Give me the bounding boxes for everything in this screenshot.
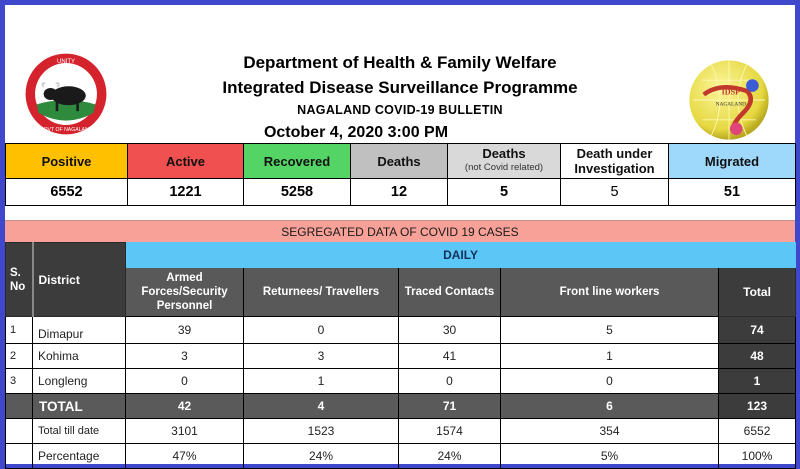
till-date-armed: 3101 bbox=[126, 419, 244, 444]
total-row-total: 123 bbox=[719, 394, 796, 419]
row-frontline: 0 bbox=[501, 369, 719, 394]
deaths-not-covid-sublabel: (not Covid related) bbox=[464, 162, 544, 173]
summary-table bbox=[5, 143, 796, 206]
row-traced: 41 bbox=[399, 344, 501, 369]
death-under-investigation-value: 5 bbox=[561, 179, 669, 206]
armed-forces-header: Armed Forces/Security Personnel bbox=[126, 268, 244, 317]
department-title: Department of Health & Family Welfare bbox=[243, 53, 557, 72]
row-sno: 3 bbox=[6, 369, 33, 394]
total-row-armed: 42 bbox=[126, 394, 244, 419]
row-frontline: 1 bbox=[501, 344, 719, 369]
positive-value: 6552 bbox=[6, 179, 128, 206]
row-district: Dimapur bbox=[33, 317, 126, 344]
row-frontline: 5 bbox=[501, 317, 719, 344]
summary-header-row bbox=[6, 144, 796, 179]
recovered-header: Recovered bbox=[244, 144, 351, 179]
bulletin-title: NAGALAND COVID-19 BULLETIN bbox=[297, 103, 503, 117]
till-date-traced: 1574 bbox=[399, 419, 501, 444]
bulletin-date: October 4, 2020 3:00 PM bbox=[263, 124, 449, 141]
row-returnees: 0 bbox=[244, 317, 399, 344]
svg-text:NAGALAND: NAGALAND bbox=[715, 101, 747, 108]
svg-text:UNITY: UNITY bbox=[56, 59, 76, 66]
percentage-returnees: 24% bbox=[244, 444, 399, 469]
deaths-not-covid-label: Deaths bbox=[482, 146, 526, 161]
row-armed: 0 bbox=[126, 369, 244, 394]
death-label-bold: Death bbox=[576, 146, 613, 161]
deaths-value: 12 bbox=[351, 179, 448, 206]
row-sno: 1 bbox=[6, 317, 33, 344]
percentage-traced: 24% bbox=[399, 444, 501, 469]
returnees-header: Returnees/ Travellers bbox=[244, 268, 399, 317]
active-value: 1221 bbox=[128, 179, 244, 206]
total-row-traced: 71 bbox=[399, 394, 501, 419]
row-returnees: 1 bbox=[244, 369, 399, 394]
percentage-row bbox=[6, 444, 796, 469]
row-returnees: 3 bbox=[244, 344, 399, 369]
segregated-data-title: SEGREGATED DATA OF COVID 19 CASES bbox=[5, 220, 795, 243]
table-row bbox=[6, 344, 796, 369]
front-line-workers-header: Front line workers bbox=[501, 268, 719, 317]
death-under-investigation-header bbox=[561, 144, 669, 179]
row-district: Longleng bbox=[33, 369, 126, 394]
row-district: Kohima bbox=[33, 344, 126, 369]
daily-band-row bbox=[6, 243, 796, 268]
active-header: Active bbox=[128, 144, 244, 179]
bulletin-sheet bbox=[5, 5, 795, 464]
total-row bbox=[6, 394, 796, 419]
total-row-sno bbox=[6, 394, 33, 419]
total-row-frontline: 6 bbox=[501, 394, 719, 419]
deaths-not-covid-header bbox=[448, 144, 561, 179]
table-row bbox=[6, 317, 796, 344]
percentage-total: 100% bbox=[719, 444, 796, 469]
table-row bbox=[6, 369, 796, 394]
death-label-rest: under bbox=[612, 146, 653, 161]
segregated-data-table bbox=[5, 242, 796, 469]
row-traced: 30 bbox=[399, 317, 501, 344]
row-sno: 2 bbox=[6, 344, 33, 369]
total-header: Total bbox=[719, 268, 796, 317]
programme-title: Integrated Disease Surveillance Programme bbox=[222, 78, 578, 97]
summary-value-row bbox=[6, 179, 796, 206]
migrated-header: Migrated bbox=[669, 144, 796, 179]
row-total: 74 bbox=[719, 317, 796, 344]
svg-text:IDSP: IDSP bbox=[721, 87, 741, 97]
traced-contacts-header: Traced Contacts bbox=[399, 268, 501, 317]
positive-header: Positive bbox=[6, 144, 128, 179]
deaths-not-covid-value: 5 bbox=[448, 179, 561, 206]
deaths-header: Deaths bbox=[351, 144, 448, 179]
till-date-frontline: 354 bbox=[501, 419, 719, 444]
row-traced: 0 bbox=[399, 369, 501, 394]
percentage-armed: 47% bbox=[126, 444, 244, 469]
migrated-value: 51 bbox=[669, 179, 796, 206]
district-header: District bbox=[33, 243, 126, 317]
svg-text:GOVT OF NAGALAND: GOVT OF NAGALAND bbox=[39, 126, 93, 133]
percentage-label: Percentage bbox=[33, 444, 126, 469]
recovered-value: 5258 bbox=[244, 179, 351, 206]
sno-header: S. No bbox=[6, 243, 33, 317]
row-total: 48 bbox=[719, 344, 796, 369]
total-till-date-row bbox=[6, 419, 796, 444]
row-armed: 3 bbox=[126, 344, 244, 369]
percentage-sno bbox=[6, 444, 33, 469]
total-row-label: TOTAL bbox=[33, 394, 126, 419]
till-date-label: Total till date bbox=[33, 419, 126, 444]
total-row-returnees: 4 bbox=[244, 394, 399, 419]
percentage-frontline: 5% bbox=[501, 444, 719, 469]
row-armed: 39 bbox=[126, 317, 244, 344]
death-label-line2: Investigation bbox=[574, 161, 655, 176]
till-date-total: 6552 bbox=[719, 419, 796, 444]
till-date-sno bbox=[6, 419, 33, 444]
row-total: 1 bbox=[719, 369, 796, 394]
daily-band: DAILY bbox=[126, 243, 796, 268]
till-date-returnees: 1523 bbox=[244, 419, 399, 444]
